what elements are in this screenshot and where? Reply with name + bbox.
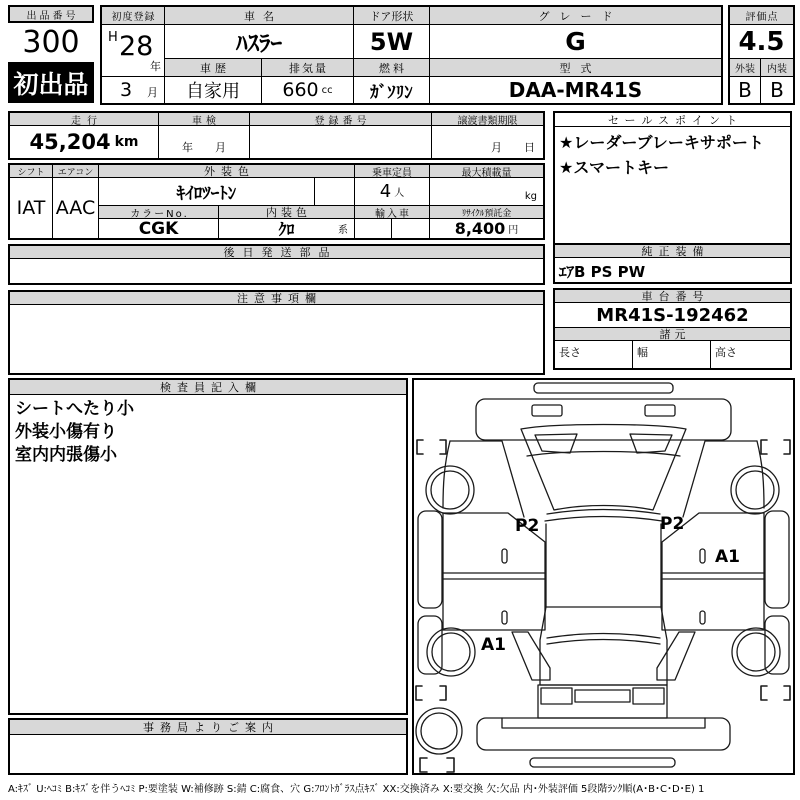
rear-bumper: [477, 718, 730, 750]
later-parts-block: [8, 244, 545, 285]
sales-point-item: ★レーダーブレーキサポート: [559, 133, 764, 152]
front-bumper-bar: [534, 383, 673, 393]
tail-light-left: [541, 688, 572, 704]
spec-height-label: 高さ: [715, 346, 737, 359]
rear-window-band-1: [547, 634, 660, 639]
car-name-value: ﾊｽﾗｰ: [165, 25, 354, 59]
auction-no-block: [8, 5, 94, 103]
int-color-label: 内装色: [219, 206, 355, 219]
ac-value: AAC: [53, 178, 99, 238]
capacity-label: 乗車定員: [355, 165, 430, 178]
chassis-value: MR41S-192462: [555, 303, 790, 328]
recycle-value: 8,400: [454, 219, 506, 238]
era-letter: H: [108, 30, 118, 45]
rear-window: [540, 607, 667, 685]
fuel-value: ｶﾞｿﾘﾝ: [354, 77, 430, 103]
exterior-grade: B: [730, 77, 761, 103]
int-color-suffix: 系: [338, 225, 348, 236]
import-label: 輸入車: [355, 206, 430, 219]
ac-label: エアコン: [53, 165, 99, 178]
right-sill-rear: [765, 616, 789, 674]
vehicle-head-table: [100, 5, 723, 105]
car-front-section: [443, 383, 764, 521]
displacement-label: 排気量: [262, 59, 354, 77]
sales-point-label: セールスポイント: [555, 113, 790, 127]
first-reg-month-cell: [102, 77, 165, 103]
shaken-label: 車検: [159, 113, 250, 126]
mileage-row: [8, 111, 545, 160]
front-left-wheel: [426, 466, 474, 514]
windshield-right-pane: [630, 434, 672, 453]
car-cabin-section: [418, 511, 789, 680]
fuel-label: 燃料: [354, 59, 430, 77]
inspector-note: 外装小傷有り: [15, 422, 117, 442]
notice-label: 注意事項欄: [10, 292, 543, 305]
bracket-mid-left: [416, 686, 446, 700]
model-value: DAA-MR41S: [508, 78, 643, 102]
reg-no-value: [250, 126, 432, 158]
rear-valance-bar: [530, 758, 675, 767]
score-value: 4.5: [730, 25, 793, 59]
score-block: [728, 5, 795, 105]
history-value: 自家用: [165, 77, 262, 103]
color-no-value: CGK: [99, 219, 219, 238]
interior-label: 内装: [761, 59, 793, 77]
mileage-cell: [10, 126, 159, 158]
inspector-note: シートへたり小: [15, 399, 134, 419]
chassis-label: 車台番号: [555, 290, 790, 303]
car-name-label: 車名: [165, 7, 354, 25]
sales-point-block: [553, 111, 792, 248]
history-label: 車歴: [165, 59, 262, 77]
grade-label: グレード: [430, 7, 721, 25]
import-cell-a: [355, 219, 392, 238]
sales-point-item: ★スマートキー: [559, 158, 670, 177]
car-diagram-svg: [414, 380, 793, 773]
transfer-label: 譲渡書類期限: [432, 113, 543, 126]
recycle-cell: [430, 219, 543, 238]
left-rear-door-handle: [502, 611, 507, 624]
oem-equip-label: 純正装備: [555, 245, 790, 258]
auction-no-value: 300: [22, 25, 80, 60]
door-value: 5W: [354, 25, 430, 59]
right-door-divider: [662, 573, 764, 579]
office-block: [8, 718, 408, 775]
reg-month: 3: [120, 79, 133, 101]
left-sill-rear: [418, 616, 442, 674]
damage-label-a1-left: A1: [481, 635, 506, 655]
tail-light-right: [633, 688, 664, 704]
right-quarter-pillar: [657, 632, 695, 680]
capacity-unit: 人: [394, 188, 405, 199]
inspector-note: 室内内張傷小: [15, 445, 117, 465]
right-sill-front: [765, 511, 789, 608]
capacity-value: 4: [379, 181, 392, 202]
left-sill-front: [418, 511, 442, 608]
grade-value: G: [430, 25, 721, 59]
bracket-front-right: [761, 440, 790, 454]
first-listing-badge: 初出品: [8, 62, 94, 103]
displacement-cell: [262, 77, 354, 103]
right-front-door-handle: [700, 549, 705, 563]
damage-code-legend: A:ｷｽﾞ U:ﾍｺﾐ B:ｷｽﾞを伴うﾍｺﾐ P:要塗装 W:補修跡 S:錆 C:腐食、穴 G:ﾌﾛﾝﾄｶﾞﾗｽ点ｷｽﾞ XX:交換済み X:要交換 欠:欠品 内･外装評価 5段階ﾗﾝｸ順(A･B･C･D･E) 1: [8, 784, 705, 795]
ext-color-label: 外装色: [99, 165, 355, 178]
max-load-unit: kg: [430, 178, 543, 206]
shaken-value: 年 月: [159, 126, 250, 158]
rear-window-band-2: [547, 640, 660, 645]
damage-label-p2-left: P2: [515, 516, 540, 536]
ext-color-value: ｷｲﾛﾂｰﾄﾝ: [99, 178, 315, 206]
displacement-value: 660: [282, 79, 319, 101]
displacement-unit: cc: [321, 84, 333, 96]
reg-no-label: 登録番号: [250, 113, 432, 126]
left-door-divider: [443, 573, 545, 579]
mileage-unit: km: [114, 134, 139, 150]
import-cell-b: [392, 219, 430, 238]
cowl-line-1: [547, 510, 660, 515]
left-front-door-handle: [502, 549, 507, 563]
mileage-value: 45,204: [29, 130, 111, 154]
inspector-block: [8, 378, 408, 715]
int-color-cell: [219, 219, 355, 238]
recycle-label: ﾘｻｲｸﾙ預託金: [430, 206, 543, 219]
office-label: 事務局よりご案内: [10, 720, 406, 735]
license-plate-area: [575, 690, 630, 702]
spec-length-label: 長さ: [555, 341, 633, 368]
hood-panel: [476, 399, 731, 440]
left-quarter-pillar: [512, 632, 550, 680]
mileage-label: 走行: [10, 113, 159, 126]
bracket-bottom-left: [420, 758, 454, 772]
rear-bumper-step: [502, 718, 705, 728]
inspector-label: 検査員記入欄: [10, 380, 406, 395]
recycle-unit: 円: [508, 225, 519, 236]
corner-brackets: [416, 440, 790, 772]
first-reg-label: 初度登録: [102, 7, 165, 25]
ext-color-extra-cell: [315, 178, 355, 206]
bracket-mid-right: [761, 686, 790, 700]
oem-equip-block: [553, 243, 792, 284]
shift-label: シフト: [10, 165, 53, 178]
bracket-front-left: [417, 440, 446, 454]
spare-tire: [416, 708, 462, 754]
rear-left-wheel: [427, 628, 475, 676]
hood-vent-right: [645, 405, 675, 416]
later-parts-label: 後日発送部品: [10, 246, 543, 259]
windshield-left-pane: [535, 434, 577, 453]
first-reg-year-cell: [102, 25, 165, 77]
right-rear-door-handle: [700, 611, 705, 624]
notice-block: [8, 290, 545, 375]
front-right-wheel: [731, 466, 779, 514]
specs-label: 諸元: [555, 328, 790, 341]
score-label: 評価点: [730, 7, 793, 25]
oem-equip-value: ｴｱB PS PW: [559, 263, 646, 281]
interior-grade: B: [770, 78, 784, 102]
equipment-table: [8, 163, 545, 240]
color-no-label: カラーNo.: [99, 206, 219, 219]
hood-vent-left: [532, 405, 562, 416]
capacity-cell: [355, 178, 430, 206]
model-label: 型式: [430, 59, 721, 77]
windshield: [521, 425, 686, 511]
chassis-block: [553, 288, 792, 370]
damage-label-a1-right: A1: [715, 547, 740, 567]
car-diagram-block: [412, 378, 795, 775]
rear-right-wheel: [732, 628, 780, 676]
max-load-label: 最大積載量: [430, 165, 543, 178]
reg-year: 28: [119, 31, 154, 62]
right-front-fender: [683, 441, 757, 517]
spec-width-label: 幅: [633, 341, 711, 368]
auction-no-label: 出品番号: [8, 5, 94, 23]
cowl-line-2: [545, 517, 662, 522]
transfer-value: 月 日: [491, 141, 535, 154]
car-rear-section: [477, 607, 730, 767]
int-color-value: ｸﾛ: [278, 220, 295, 238]
exterior-label: 外装: [730, 59, 761, 77]
shift-value: IAT: [10, 178, 53, 238]
door-label: ドア形状: [354, 7, 430, 25]
damage-label-p2-right: P2: [660, 514, 685, 534]
reg-month-unit: 月: [147, 86, 158, 99]
reg-year-unit: 年: [150, 60, 161, 73]
